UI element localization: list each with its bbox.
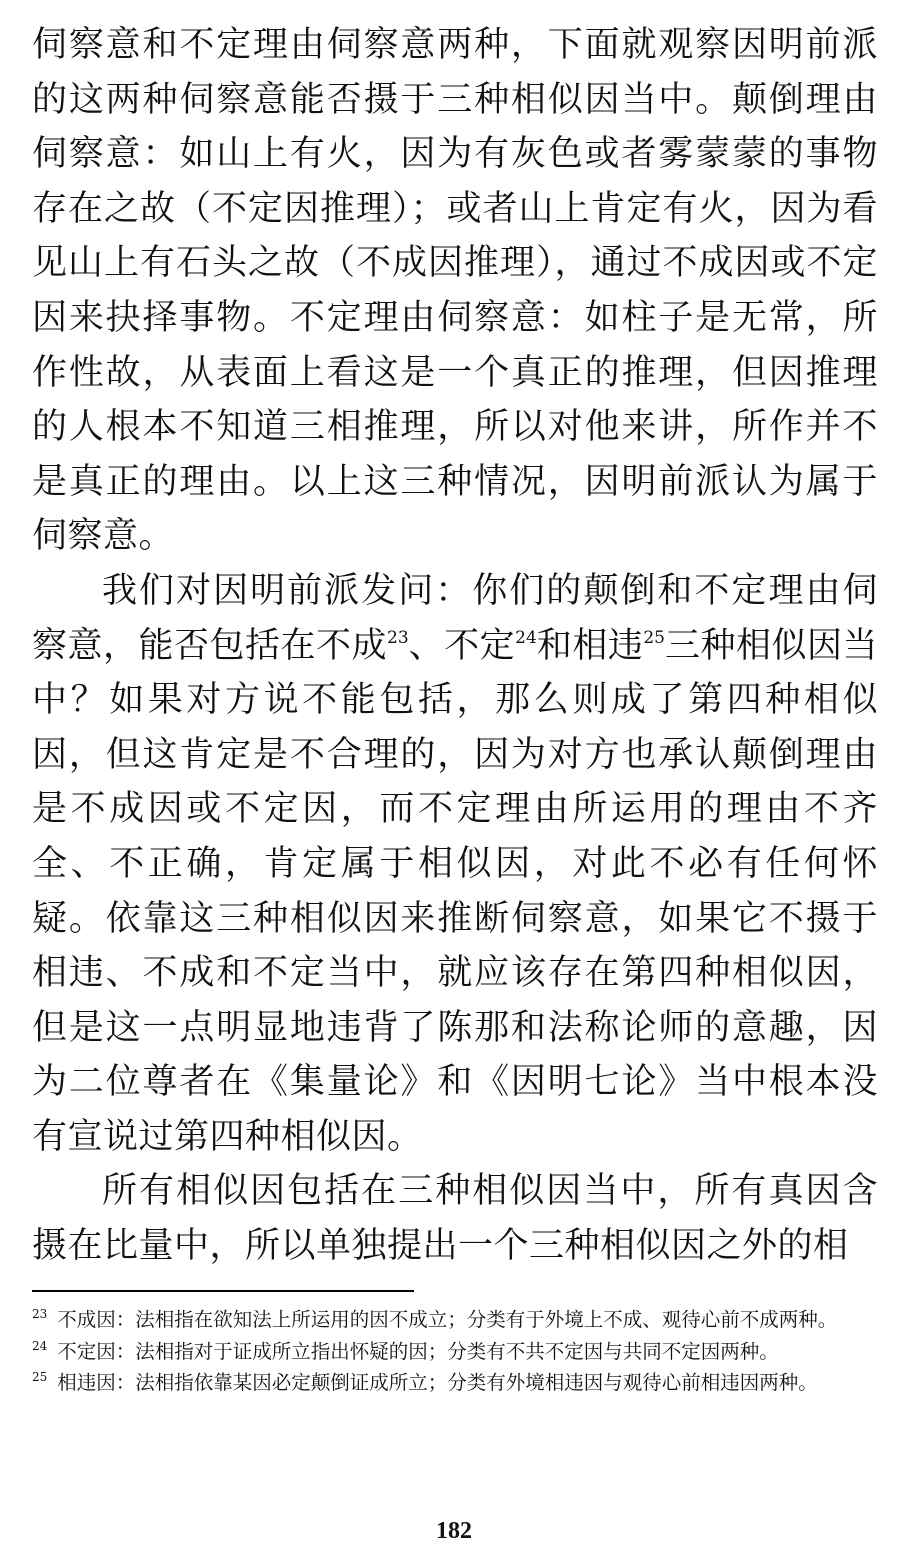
footnote-23 [32, 1304, 878, 1336]
paragraph-3: 所有相似因包括在三种相似因当中，所有真因含摄在比量中，所以单独提出一个三种相似因之外的相 [32, 1171, 878, 1267]
footnote-divider [32, 1290, 414, 1292]
page-number: 182 [436, 1518, 472, 1544]
paragraph-2-part-4: 三种相似因当中？如果对方说不能包括，那么则成了第四种相似因，但这肯定是不合理的，因为对方也承认颠倒理由是不成因或不定因，而不定理由所运用的理由不齐全、不正确，肯定属于相似因，对此不必有任何怀疑。依靠这三种相似因来推断伺察意，如果它不摄于相违、不成和不定当中，就应该存在第四种相似因，但是这一点明显地违背了陈那和法称论师的意趣，因为二位尊者在《集量论》和《因明七论》当中根本没有宣说过第四种相似因。 [32, 625, 878, 1157]
footnote-number: 24 [32, 1338, 48, 1353]
footnote-ref-23: 23 [387, 627, 409, 648]
footnote-25 [32, 1367, 878, 1399]
footnote-text: 不定因：法相指对于证成所立指出怀疑的因；分类有不共不定因与共同不定因两种。 [57, 1339, 779, 1363]
footnote-ref-24: 24 [515, 627, 537, 648]
paragraph-2 [32, 564, 878, 1165]
main-text [32, 18, 878, 1274]
paragraph-2-part-2: 、不定 [408, 625, 516, 666]
paragraph-1: 伺察意和不定理由伺察意两种，下面就观察因明前派的这两种伺察意能否摄于三种相似因当中。颠倒理由伺察意：如山上有火，因为有灰色或者雾蒙蒙的事物存在之故（不定因推理）；或者山上肯定有火，因为看见山上有石头之故（不成因推理），通过不成因或不定因来抉择事物。不定理由伺察意：如柱子是无常，所作性故，从表面上看这是一个真正的推理，但因推理的人根本不知道三相推理，所以对他来讲，所作并不是真正的理由。以上这三种情况，因明前派认为属于伺察意。 [32, 25, 878, 557]
footnote-number: 25 [32, 1370, 48, 1384]
paragraph-2-part-1: 我们对因明前派发问：你们的颠倒和不定理由伺察意，能否包括在不成 [32, 570, 878, 666]
footnote-text: 不成因：法相指在欲知法上所运用的因不成立；分类有于外境上不成、观待心前不成两种。 [57, 1308, 838, 1331]
footnote-text: 相违因：法相指依靠某因必定颠倒证成所立；分类有外境相违因与观待心前相违因两种。 [57, 1371, 818, 1394]
footnote-number: 23 [32, 1307, 48, 1321]
footnote-ref-25: 25 [643, 627, 665, 648]
footnote-24 [32, 1336, 878, 1368]
footnotes [32, 1304, 878, 1399]
paragraph-2-part-3: 和相违 [536, 625, 644, 666]
